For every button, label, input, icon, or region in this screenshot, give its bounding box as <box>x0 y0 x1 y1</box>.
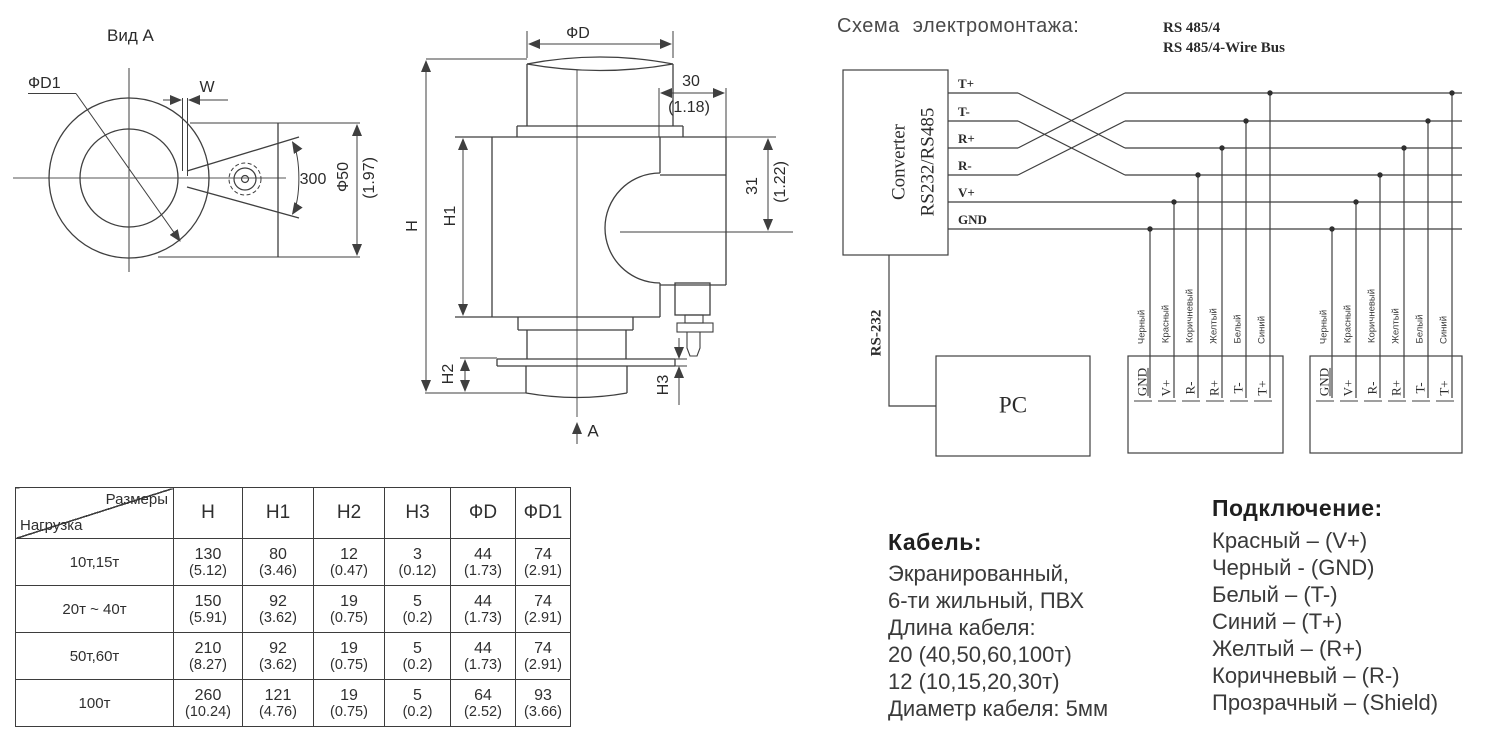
device1-wire-yellow: Желтый <box>1208 308 1220 344</box>
device2-pin-t-plus: T+ <box>1436 380 1452 396</box>
table-cell: 210 (8.27) <box>174 633 243 680</box>
device1-wire-white: Белый <box>1232 314 1244 344</box>
table-cell: 44 (1.73) <box>451 586 516 633</box>
device1-pin-gnd: GND <box>1134 367 1150 397</box>
device2-pin-t-minus: T- <box>1412 382 1428 394</box>
device2-wire-red: Красный <box>1342 304 1354 344</box>
converter-label-line1: Converter <box>888 124 910 200</box>
corner-label-load: Нагрузка <box>20 517 83 534</box>
table-cell: 64 (2.52) <box>451 680 516 727</box>
converter-pin-t-plus: T+ <box>958 76 975 91</box>
section-arrow-label: A <box>587 421 599 441</box>
connection-line: Красный – (V+) <box>1212 528 1368 553</box>
device1-pin-t-minus: T- <box>1230 382 1246 394</box>
table-header-row <box>16 488 571 539</box>
dim-label-h1: H1 <box>442 205 459 227</box>
converter-label-line2: RS232/RS485 <box>917 107 939 217</box>
device1-wire-brown: Коричневый <box>1184 288 1196 344</box>
table-cell: 92 (3.62) <box>243 633 314 680</box>
table-cell: 260 (10.24) <box>174 680 243 727</box>
table-cell: 130 (5.12) <box>174 539 243 586</box>
dimensions-table <box>15 487 571 727</box>
cable-line: Экранированный, <box>888 561 1070 586</box>
device1-wire-black: Черный <box>1136 309 1148 345</box>
table-cell: 44 (1.73) <box>451 539 516 586</box>
table-row <box>16 539 571 586</box>
device2-wire-white: Белый <box>1414 314 1426 344</box>
converter-pin-r-minus: R- <box>958 158 972 173</box>
bus-type-line2: RS 485/4-Wire Bus <box>1163 40 1285 56</box>
device2-wire-brown: Коричневый <box>1366 288 1378 344</box>
connection-line: Прозрачный – (Shield) <box>1212 690 1439 715</box>
device2-pin-gnd: GND <box>1316 367 1332 397</box>
middle-view-drawing <box>425 31 793 444</box>
table-cell: 74 (2.91) <box>516 539 571 586</box>
table-cell: 93 (3.66) <box>516 680 571 727</box>
cable-line: 12 (10,15,20,30т) <box>888 669 1060 694</box>
dim-label-h2: H2 <box>440 363 457 385</box>
device2-wire-yellow: Желтый <box>1390 308 1402 344</box>
cable-line: 6-ти жильный, ПВХ <box>888 588 1085 613</box>
dim-label-30: 30 <box>682 73 700 90</box>
dim-label-300: 300 <box>299 171 327 188</box>
table-corner-cell <box>16 488 174 539</box>
row-load-label: 100т <box>16 680 174 727</box>
converter-pin-r-plus: R+ <box>958 131 975 146</box>
col-header-h: H <box>174 488 243 539</box>
device2-pin-r-plus: R+ <box>1388 379 1404 397</box>
connection-line: Желтый – (R+) <box>1212 636 1363 661</box>
table-cell: 121 (4.76) <box>243 680 314 727</box>
wiring-title: Схема электромонтажа: <box>837 15 1080 37</box>
device2-wire-blue: Синий <box>1438 315 1450 345</box>
dim-label-31: 31 <box>744 177 761 195</box>
table-cell: 5 (0.2) <box>385 633 451 680</box>
dim-label-30-inch: (1.18) <box>668 99 710 116</box>
connection-line: Синий – (T+) <box>1212 609 1343 634</box>
table-cell: 19 (0.75) <box>314 586 385 633</box>
corner-label-dimensions: Размеры <box>105 491 168 508</box>
converter-pin-v-plus: V+ <box>958 185 975 200</box>
col-header-h2: H2 <box>314 488 385 539</box>
connection-line: Белый – (T-) <box>1212 582 1338 607</box>
device1-pin-r-plus: R+ <box>1206 379 1222 397</box>
row-load-label: 10т,15т <box>16 539 174 586</box>
device2-pin-v-plus: V+ <box>1340 379 1356 397</box>
table-cell: 12 (0.47) <box>314 539 385 586</box>
col-header-h1: H1 <box>243 488 314 539</box>
dim-label-31-inch: (1.22) <box>772 161 789 203</box>
table-cell: 80 (3.46) <box>243 539 314 586</box>
left-view-drawing <box>13 68 360 272</box>
table-row <box>16 633 571 680</box>
device1-wire-red: Красный <box>1160 304 1172 344</box>
table-cell: 19 (0.75) <box>314 633 385 680</box>
connection-line: Черный - (GND) <box>1212 555 1375 580</box>
table-cell: 5 (0.2) <box>385 586 451 633</box>
table-cell: 74 (2.91) <box>516 586 571 633</box>
device1-wire-blue: Синий <box>1256 315 1268 345</box>
table-row <box>16 680 571 727</box>
dim-label-w: W <box>199 79 215 96</box>
bus-type-line1: RS 485/4 <box>1163 20 1221 36</box>
table-cell: 19 (0.75) <box>314 680 385 727</box>
dim-label-phi-d: ФD <box>566 25 590 42</box>
cable-line: Длина кабеля: <box>888 615 1036 640</box>
converter-pin-gnd: GND <box>958 212 987 227</box>
table-cell: 92 (3.62) <box>243 586 314 633</box>
connection-line: Коричневый – (R-) <box>1212 663 1400 688</box>
dim-label-phi50-inch: (1.97) <box>361 157 378 199</box>
converter-pin-t-minus: T- <box>958 104 970 119</box>
dim-label-h: H <box>404 220 421 232</box>
device2-pin-r-minus: R- <box>1364 381 1380 395</box>
table-cell: 150 (5.91) <box>174 586 243 633</box>
row-load-label: 50т,60т <box>16 633 174 680</box>
row-load-label: 20т ~ 40т <box>16 586 174 633</box>
table-cell: 3 (0.12) <box>385 539 451 586</box>
device1-pin-t-plus: T+ <box>1254 380 1270 396</box>
table-cell: 74 (2.91) <box>516 633 571 680</box>
dim-label-phi-d1: ФD1 <box>28 75 61 92</box>
device1-pin-v-plus: V+ <box>1158 379 1174 397</box>
col-header-h3: H3 <box>385 488 451 539</box>
pc-box-label: PC <box>998 392 1028 418</box>
cable-line: Диаметр кабеля: 5мм <box>888 696 1109 721</box>
dim-label-phi50: Ф50 <box>335 162 352 192</box>
cable-heading: Кабель: <box>888 529 983 555</box>
connection-heading: Подключение: <box>1212 495 1383 521</box>
table-cell: 44 (1.73) <box>451 633 516 680</box>
table-row <box>16 586 571 633</box>
rs232-label: RS-232 <box>868 309 885 357</box>
device2-wire-black: Черный <box>1318 309 1330 345</box>
dim-label-h3: H3 <box>655 374 672 396</box>
device1-pin-r-minus: R- <box>1182 381 1198 395</box>
col-header-phid: ФD <box>451 488 516 539</box>
cable-line: 20 (40,50,60,100т) <box>888 642 1072 667</box>
left-view-title: Вид А <box>107 26 154 45</box>
table-cell: 5 (0.2) <box>385 680 451 727</box>
col-header-phid1: ФD1 <box>516 488 571 539</box>
